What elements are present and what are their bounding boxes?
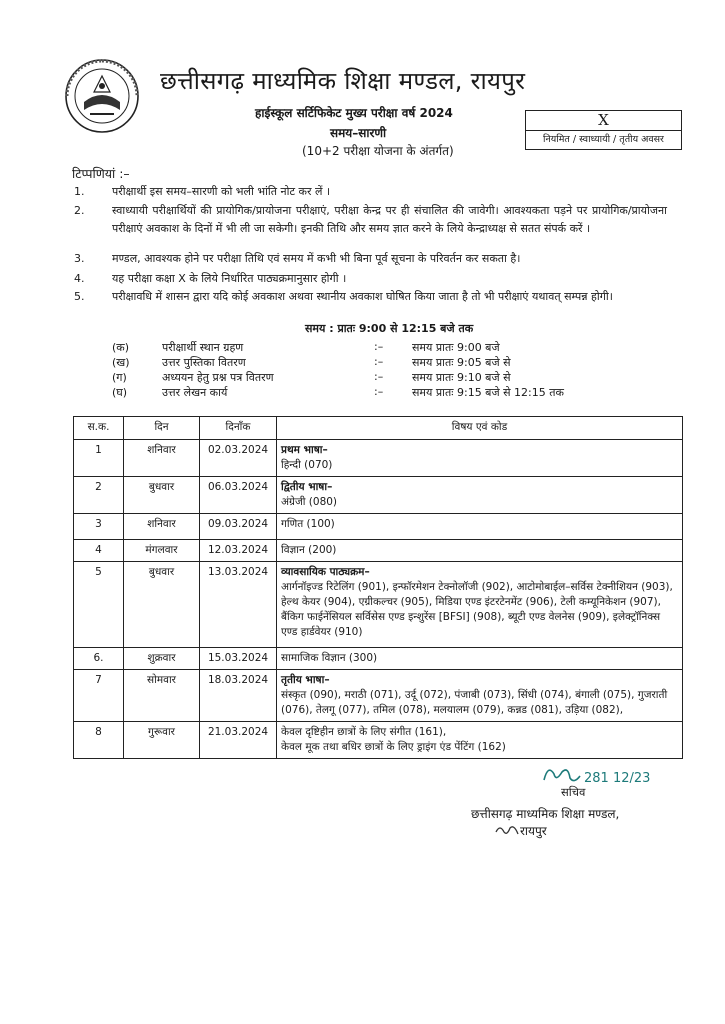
day-cell: बुधवार [124,477,200,514]
note-item [74,270,674,288]
column-header-serial: स.क. [74,417,124,440]
date-cell: 15.03.2024 [200,648,277,670]
subject-cell [277,670,683,722]
subject-group: व्यावसायिक पाठ्यक्रम– [281,566,370,578]
timing-key: (ग) [112,371,127,384]
signatory-title: सचिव [561,785,586,799]
timing-time: समय प्रातः 9:10 बजे से [412,371,511,384]
exam-schedule-table [73,416,683,759]
table-row [74,670,683,722]
signature-scribble [540,760,650,796]
note-number: 4. [74,272,85,285]
serial-cell: 7 [74,670,124,722]
note-number: 5. [74,290,85,303]
subject-text: अंग्रेजी (080) [281,496,338,508]
timing-key: (घ) [112,386,128,399]
timing-dash: :– [374,385,384,398]
day-cell: सोमवार [124,670,200,722]
subject-text: सामाजिक विज्ञान (300) [281,652,378,664]
opportunity-label: नियमित / स्वाध्यायी / तृतीय अवसर [543,134,664,145]
subject-text: संस्कृत (090), मराठी (071), उर्दू (072), पंजाबी (073), सिंधी (074), बंगाली (075), गुजराती (076), तेलगू (077), तमिल (078), मलयालम (079), कन्नड (081), उड़िया (082), [281,689,668,716]
timing-time: समय प्रातः 9:00 बजे [412,341,500,354]
table-row [74,562,683,648]
column-header-subject: विषय एवं कोड [277,417,683,440]
notes-heading: टिप्पणियां :– [72,166,130,181]
subject-cell [277,540,683,562]
timing-key: (ख) [112,356,130,369]
column-header-day: दिन [124,417,200,440]
subject-group: तृतीय भाषा– [281,674,330,686]
serial-cell: 3 [74,514,124,540]
subject-text: आर्गनॉइज्ड रिटेलिंग (901), इन्फॉरमेशन टेक्नोलॉजी (902), आटोमोबाईल–सर्विस टेक्नीशियन (903), हेल्थ केयर (904), एग्रीकल्चर (905), मिडिया एण्ड इंटरटेनमेंट (906), टेली कम्यूनिकेशन (907), बैंकिग फाईनेंसियल सर्विसेस एण्ड इन्शुरेंस [BFSI] (908), ब्यूटी एण्ड वेलनेस (909), इलेक्ट्रॉनिक्स एण्ड हार्डवेयर (910) [281,581,673,638]
date-cell: 02.03.2024 [200,440,277,477]
serial-cell: 6. [74,648,124,670]
day-cell: शुक्रवार [124,648,200,670]
signatory-board: छत्तीसगढ़ माध्यमिक शिक्षा मण्डल, [471,807,620,821]
signature-handwriting: 281 12/23 [584,771,650,786]
timing-label: अध्ययन हेतु प्रश्न पत्र वितरण [162,371,274,384]
note-item [74,250,674,268]
note-number: 1. [74,185,85,198]
note-item [74,183,674,201]
serial-cell: 1 [74,440,124,477]
subject-cell [277,440,683,477]
date-cell: 18.03.2024 [200,670,277,722]
timing-label: उत्तर पुस्तिका वितरण [162,356,246,369]
date-cell: 13.03.2024 [200,562,277,648]
date-cell: 09.03.2024 [200,514,277,540]
page-title: छत्तीसगढ़ माध्यमिक शिक्षा मण्डल, रायपुर [160,67,526,95]
day-cell: शनिवार [124,440,200,477]
timing-dash: :– [374,340,384,353]
timing-heading: समय : प्रातः 9:00 से 12:15 बजे तक [305,322,474,335]
signatory-city: रायपुर [520,824,547,838]
subject-cell [277,648,683,670]
subject-cell [277,514,683,540]
day-cell: बुधवार [124,562,200,648]
initial-mark [494,822,520,838]
column-header-date: दिनाँक [200,417,277,440]
subject-cell [277,477,683,514]
class-box [525,110,682,150]
timing-label: उत्तर लेखन कार्य [162,386,228,399]
timetable-label: समय–सारणी [330,126,387,140]
subject-cell [277,722,683,759]
table-row [74,540,683,562]
note-text: स्वाध्यायी परीक्षार्थियों की प्रायोगिक/प्रायोजना परीक्षाएं, परीक्षा केन्द्र पर ही संचालित की जावेगी। आवश्यकता पड़ने पर प्रायोगिक/प्रायोजना परीक्षाएं अवकाश के दिनों में भी ली जा सकेगी। इनकी तिथि और समय ज्ञात करने के लिये केन्द्राध्यक्ष से सतत संपर्क करें । [112,204,667,235]
note-number: 2. [74,204,85,217]
timing-dash: :– [374,355,384,368]
table-row [74,514,683,540]
note-text: परीक्षार्थी इस समय–सारणी को भली भांति नोट कर लें । [112,185,331,198]
scheme-label: (10+2 परीक्षा योजना के अंतर्गत) [302,144,454,158]
subject-text: हिन्दी (070) [281,459,333,471]
timing-time: समय प्रातः 9:05 बजे से [412,356,511,369]
table-header-row [74,417,683,440]
subject-group: प्रथम भाषा– [281,444,328,456]
note-text: यह परीक्षा कक्षा X के लिये निर्धारित पाठ्यक्रमानुसार होगी । [112,272,347,285]
timing-label: परीक्षार्थी स्थान ग्रहण [162,341,244,354]
serial-cell: 2 [74,477,124,514]
note-item [74,288,674,324]
note-number: 3. [74,252,85,265]
table-row [74,440,683,477]
date-cell: 06.03.2024 [200,477,277,514]
table-row [74,722,683,759]
serial-cell: 4 [74,540,124,562]
note-item [74,202,674,256]
day-cell: शनिवार [124,514,200,540]
subject-text: गणित (100) [281,518,335,530]
timing-key: (क) [112,341,130,354]
table-row [74,477,683,514]
date-cell: 21.03.2024 [200,722,277,759]
serial-cell: 8 [74,722,124,759]
class-label: X [526,111,681,131]
table-row [74,648,683,670]
note-text: परीक्षावधि में शासन द्वारा यदि कोई अवकाश अथवा स्थानीय अवकाश घोषित किया जाता है तो भी परीक्षाएं यथावत् सम्पन्न होगी। [112,290,613,303]
note-text: मण्डल, आवश्यक होने पर परीक्षा तिथि एवं समय में कभी भी बिना पूर्व सूचना के परिवर्तन कर सकता है। [112,252,521,265]
subject-cell [277,562,683,648]
exam-title: हाईस्कूल सर्टिफिकेट मुख्य परीक्षा वर्ष 2024 [255,106,453,120]
serial-cell: 5 [74,562,124,648]
subject-text: केवल दृष्टिहीन छात्रों के लिए संगीत (161), केवल मूक तथा बधिर छात्रों के लिए ड्राइंग एंड पेंटिंग (162) [281,726,506,753]
subject-group: द्वितीय भाषा– [281,481,333,493]
day-cell: मंगलवार [124,540,200,562]
board-logo [64,58,140,134]
timing-time: समय प्रातः 9:15 बजे से 12:15 तक [412,386,564,399]
date-cell: 12.03.2024 [200,540,277,562]
subject-text: विज्ञान (200) [281,544,337,556]
day-cell: गुरूवार [124,722,200,759]
timing-dash: :– [374,370,384,383]
